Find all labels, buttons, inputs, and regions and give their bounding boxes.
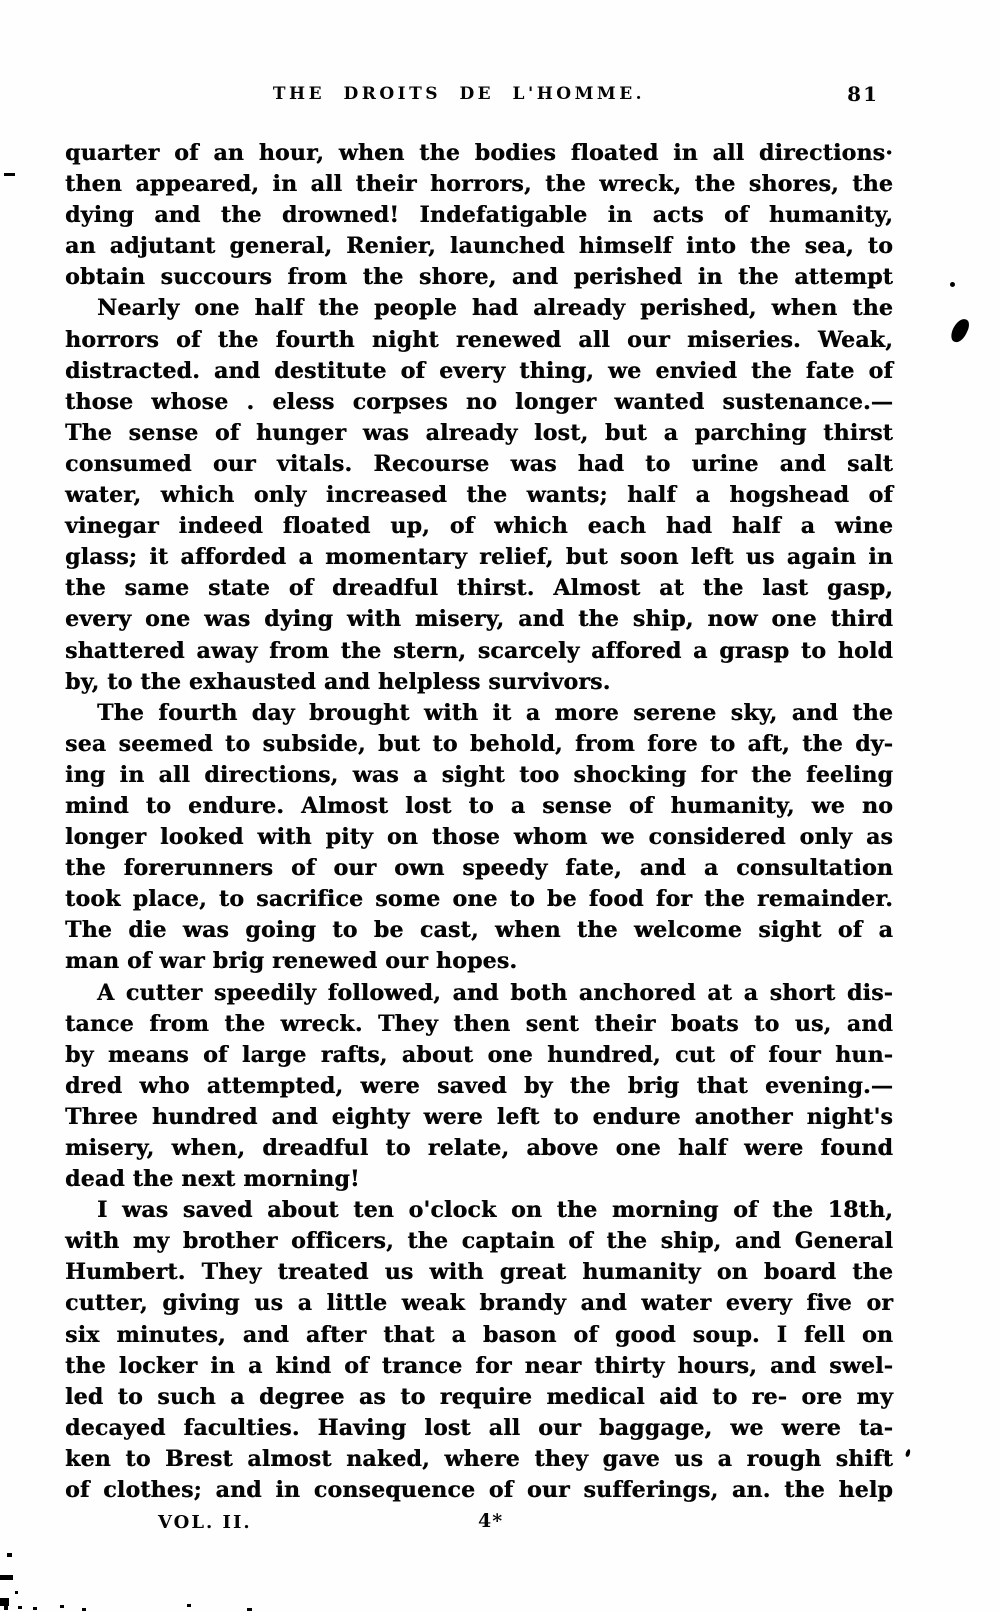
ink-speck	[4, 1606, 8, 1610]
ink-speck	[60, 1605, 64, 1608]
text-line: dying and the drowned! Indefatigable in acts of humanity,	[65, 202, 893, 229]
text-line: consumed our vitals. Recourse was had to urine and salt	[65, 450, 893, 477]
text-line: I was saved about ten o'clock on the morning of the 18th,	[97, 1197, 893, 1224]
text-line: horrors of the fourth night renewed all our miseries. Weak,	[65, 326, 893, 353]
text-line: the forerunners of our own speedy fate, and a consultation	[65, 855, 893, 882]
text-line: The sense of hunger was already lost, but a parching thirst	[65, 419, 893, 446]
text-line: dred who attempted, were saved by the brig that evening.—	[65, 1072, 893, 1099]
text-line: obtain succours from the shore, and perished in the attempt	[65, 264, 893, 291]
signature-mark: 4*	[478, 1510, 504, 1532]
text-line: quarter of an hour, when the bodies floated in all directions·	[65, 140, 893, 166]
ink-speck	[950, 282, 955, 287]
text-line: dead the next morning!	[65, 1166, 360, 1193]
text-line: by, to the exhausted and helpless survivors.	[65, 668, 611, 695]
body-text-block	[65, 138, 893, 1506]
text-line: A cutter speedily followed, and both anchored at a short dis-	[97, 979, 893, 1006]
text-line: ken to Brest almost naked, where they gave us a rough shift	[65, 1445, 893, 1472]
text-line: every one was dying with misery, and the ship, now one third	[65, 606, 893, 633]
ink-speck	[82, 1608, 86, 1611]
text-line: distracted. and destitute of every thing, we envied the fate of	[65, 357, 893, 384]
ink-speck	[18, 1606, 22, 1609]
ink-speck	[15, 1591, 18, 1594]
text-line: glass; it afforded a momentary relief, but soon left us again in	[65, 544, 893, 571]
ink-speck	[7, 1553, 12, 1557]
page-number: 81	[847, 82, 879, 106]
page-footer	[65, 1510, 893, 1540]
volume-label: VOL. II.	[158, 1512, 252, 1533]
text-line: shattered away from the stern, scarcely affored a grasp to hold	[65, 637, 893, 664]
text-line: by means of large rafts, about one hundred, cut of four hun-	[65, 1041, 893, 1068]
text-line: Three hundred and eighty were left to endure another night's	[65, 1103, 893, 1130]
text-line: decayed faculties. Having lost all our baggage, we were ta-	[65, 1414, 893, 1441]
margin-dash-mark	[4, 173, 15, 176]
ink-speck	[905, 1449, 911, 1458]
text-line: then appeared, in all their horrors, the wreck, the shores, the	[65, 171, 893, 198]
text-line: The die was going to be cast, when the welcome sight of a	[65, 917, 893, 944]
text-line: water, which only increased the wants; half a hogshead of	[65, 482, 893, 509]
ink-speck	[0, 1598, 9, 1606]
text-line: mind to endure. Almost lost to a sense of humanity, we no	[65, 792, 893, 819]
text-line: with my brother officers, the captain of the ship, and General	[65, 1228, 893, 1255]
text-line: cutter, giving us a little weak brandy and water every five or	[65, 1290, 893, 1317]
text-line: man of war brig renewed our hopes.	[65, 948, 518, 975]
text-line: misery, when, dreadful to relate, above one half were found	[65, 1135, 893, 1161]
ink-blot	[949, 316, 972, 345]
text-line: Humbert. They treated us with great humanity on board the	[65, 1259, 893, 1286]
ink-speck	[0, 1575, 13, 1580]
text-line: Nearly one half the people had already perished, when the	[97, 295, 893, 322]
text-line: those whose . eless corpses no longer wanted sustenance.—	[65, 388, 893, 415]
text-line: the locker in a kind of trance for near thirty hours, and swel-	[65, 1352, 893, 1379]
ink-speck	[247, 1608, 252, 1611]
ink-speck	[187, 1604, 191, 1607]
text-line: took place, to sacrifice some one to be food for the remainder.	[65, 886, 893, 913]
text-line: tance from the wreck. They then sent their boats to us, and	[65, 1010, 893, 1037]
text-line: of clothes; and in consequence of our sufferings, an. the help	[65, 1477, 893, 1504]
page-title: THE DROITS DE L'HOMME.	[272, 84, 646, 104]
ink-speck	[33, 1607, 37, 1610]
text-line: the same state of dreadful thirst. Almost at the last gasp,	[65, 575, 893, 602]
running-head	[65, 84, 893, 114]
text-line: ing in all directions, was a sight too shocking for the feeling	[65, 761, 893, 788]
text-line: longer looked with pity on those whom we considered only as	[65, 824, 893, 851]
text-line: sea seemed to subside, but to behold, from fore to aft, the dy-	[65, 730, 893, 757]
text-line: The fourth day brought with it a more serene sky, and the	[97, 699, 893, 726]
text-line: vinegar indeed floated up, of which each had half a wine	[65, 513, 893, 540]
text-line: an adjutant general, Renier, launched himself into the sea, to	[65, 233, 893, 260]
text-line: six minutes, and after that a bason of good soup. I fell on	[65, 1321, 893, 1348]
text-line: led to such a degree as to require medical aid to re- ore my	[65, 1383, 893, 1410]
